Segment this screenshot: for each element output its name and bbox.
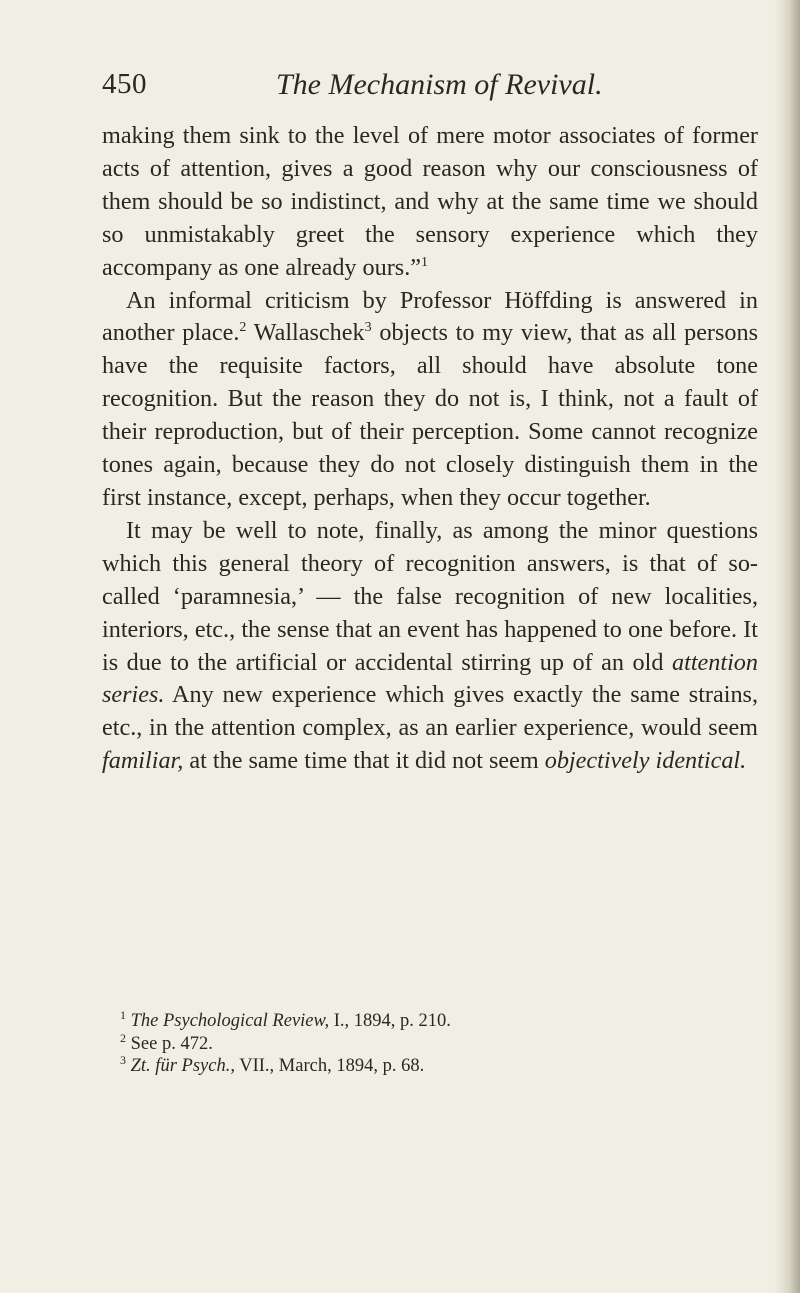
page-edge-shadow [774, 0, 800, 1293]
footnote-2 [120, 1030, 740, 1056]
footnote-text: See p. 472. [130, 1033, 213, 1054]
paragraph-text: An informal criticism by Professor Höffding is answered in another place. [102, 286, 758, 347]
paragraph-3 [102, 515, 758, 778]
paragraph-text: making them sink to the level of mere motor associates of former acts of attention, gives a good reason why our consciousness of them should be so indistinct, and why at the same time we should so unmistakably greet the sensory experience which they accompany as one already ours.” [102, 122, 758, 281]
footnote-source-title: Zt. für Psych., [130, 1056, 235, 1076]
italic-phrase: objectively identical. [544, 747, 747, 775]
footnote-ref: 3 [364, 320, 372, 336]
paragraph-1 [102, 120, 758, 285]
footnote-ref: 2 [239, 320, 247, 336]
footnote-marker: 1 [120, 1008, 126, 1022]
footnotes [120, 1010, 740, 1078]
body-text [102, 120, 758, 778]
page-header [102, 68, 742, 108]
footnote-text: I., 1894, p. 210. [329, 1011, 451, 1031]
footnote-text: VII., March, 1894, p. 68. [234, 1056, 425, 1076]
paragraph-text: It may be well to note, finally, as among the minor questions which this general theory of recognition answers, is that of so-called ‘paramnesia,’ — the false recognition of new localities, interiors, etc., the sense that an event has happened to one before. It is due to the artificial or accidental stirring up of an old [102, 516, 758, 676]
footnote-source-title: The Psychological Review, [130, 1011, 330, 1031]
footnote-marker: 3 [120, 1053, 126, 1067]
footnote-1 [120, 1010, 740, 1033]
italic-phrase: attention series. [102, 648, 758, 709]
paragraph-text: Wallaschek [246, 319, 365, 347]
footnote-ref: 1 [421, 254, 428, 270]
paragraph-text: at the same time that it did not seem [183, 747, 545, 775]
paragraph-2 [102, 285, 758, 515]
paragraph-text: objects to my view, that as all persons have the requisite factors, all should have absolute tone recognition. But the reason they do not is, I think, not a fault of their reproduction, but of their perception. Some cannot recognize tones again, because they do not closely distinguish them in the first instance, except, perhaps, when they occur together. [102, 319, 758, 511]
running-title: The Mechanism of Revival. [276, 68, 603, 101]
page-number: 450 [102, 68, 147, 100]
paragraph-text: Any new experience which gives exactly the same strains, etc., in the attention complex, as an earlier experience, would seem [102, 681, 758, 742]
footnote-3 [120, 1055, 740, 1078]
footnote-marker: 2 [120, 1030, 126, 1045]
italic-phrase: familiar, [102, 747, 184, 775]
